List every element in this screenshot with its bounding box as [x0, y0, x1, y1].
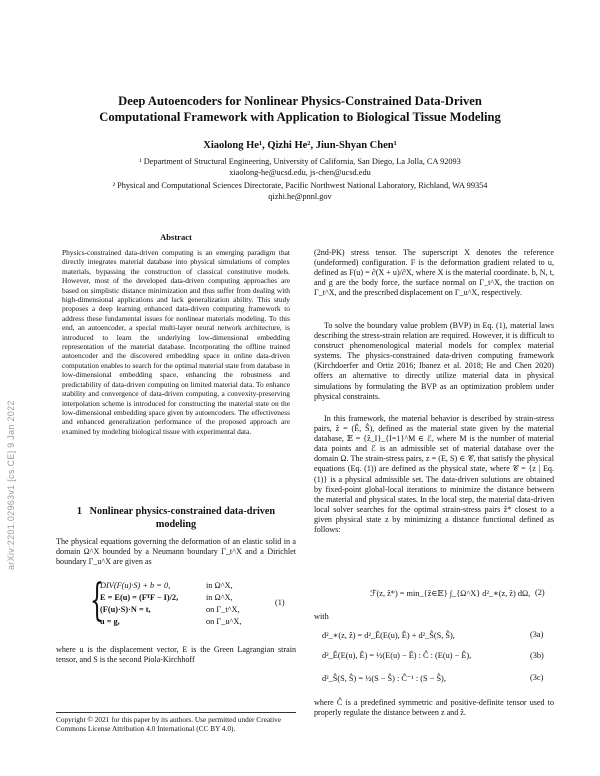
equation-3a: d²_∗(z, ẑ) = d²_Ê(E(u), Ê) + d²_Ŝ(S, Ŝ),	[322, 631, 455, 640]
equation-3b: d²_Ê(E(u), Ê) = ½(E(u) − Ê) : Ĉ : (E(u) − Ê),	[322, 651, 472, 660]
paragraph: where Ĉ is a predefined symmetric and positive-definite tensor used to properly regulate the distance between z and ẑ.	[314, 698, 554, 718]
equation-3c: d²_Ŝ(S, Ŝ) = ½(S − Ŝ) : Ĉ⁻¹ : (S − Ŝ),	[322, 674, 446, 683]
with-label: with	[314, 612, 329, 621]
eq-lhs: (F(u)·S)·N = t,	[100, 605, 151, 614]
paper-title	[60, 93, 540, 125]
equation-3c-number: (3c)	[530, 673, 544, 682]
equation-3a-number: (3a)	[530, 630, 544, 639]
section-1-para-1	[56, 537, 296, 567]
equation-3b-number: (3b)	[530, 651, 544, 660]
copyright-footnote: Copyright © 2021 for this paper by its authors. Use permitted under Creative Commons License Attribution 4.0 International (CC BY 4.0).	[56, 712, 296, 733]
right-para-4	[314, 698, 554, 718]
title-line-2: Computational Framework with Application to Biological Tissue Modeling	[99, 110, 501, 124]
section-number: 1	[76, 506, 82, 517]
affiliation-1-email: xiaolong-he@ucsd.edu, js-chen@ucsd.edu	[229, 168, 371, 177]
equation-1	[90, 575, 290, 630]
authors: Xiaolong He¹, Qizhi He², Jiun-Shyan Chen¹	[203, 140, 397, 151]
arxiv-stamp-text: arXiv:2201.02963v1 [cs.CE] 9 Jan 2022	[6, 400, 16, 570]
affiliation-1: ¹ Department of Structural Engineering, University of California, San Diego, La Jolla, CA 92093	[139, 157, 461, 166]
left-brace: {	[90, 575, 104, 626]
title-line-1: Deep Autoencoders for Nonlinear Physics-Constrained Data-Driven	[118, 94, 482, 108]
paragraph: To solve the boundary value problem (BVP) in Eq. (1), material laws describing the stress-strain relation are required. However, it is difficult to construct phenomenological material models for complex material systems. The physics-constrained data-driven computing framework (Kirchdoerfer and Ortiz 2016; Ibanez et al. 2018; He and Chen 2020) offers an alternative to directly utilize material data in physical simulations by formulating the BVP as an optimization problem under physical constraints.	[314, 321, 554, 401]
affiliation-2-email: qizhi.he@pnnl.gov	[268, 192, 332, 201]
affiliation-2: ² Physical and Computational Sciences Directorate, Pacific Northwest National Laboratory, Richland, WA 99354	[112, 181, 488, 190]
right-para-3	[314, 414, 554, 535]
paragraph: where u is the displacement vector, E is the Green Lagrangian strain tensor, and S is the second Piola-Kirchhoff	[56, 645, 296, 665]
paragraph: The physical equations governing the deformation of an elastic solid in a domain Ω^X bounded by a Neumann boundary Γ_t^X and a Dirichlet boundary Γ_u^X are given as	[56, 537, 296, 567]
equation-2-number: (2)	[535, 588, 545, 597]
section-1-para-2	[56, 645, 296, 665]
equation-1-row	[100, 617, 242, 628]
eq-lhs: DIV(F(u)·S) + b = 0,	[100, 581, 171, 590]
equation-1-row	[100, 593, 233, 604]
right-para-1	[314, 248, 554, 298]
eq-domain: in Ω^X,	[206, 581, 233, 590]
eq-lhs: u = g,	[100, 617, 120, 626]
arxiv-stamp	[6, 330, 20, 570]
equation-1-row	[100, 605, 240, 616]
equation-2: ℱ(z, ẑ*) = min_{ẑ∈𝔼} ∫_{Ω^X} d²_∗(z, ẑ) dΩ,	[370, 589, 531, 598]
section-title: Nonlinear physics-constrained data-driven modeling	[89, 506, 276, 530]
equation-1-number: (1)	[275, 598, 285, 607]
eq-domain: on Γ_u^X,	[206, 617, 242, 626]
equation-1-row	[100, 581, 233, 592]
paragraph: In this framework, the material behavior is described by strain-stress pairs, ẑ = (Ê, Ŝ), defined as the material state given by the material database, 𝔼 = {ẑ_I}_{I=1}^M ∈ ℰ, where M is the number of material data points and ℰ is an admissible set of material database over the domain Ω. The strain-stress pairs, z = (E, S) ∈ 𝒞, that satisfy the physical equations (Eq. (1)) are defined as the physical state, where 𝒞 = {z | Eq. (1)} is a physical admissible set. The data-driven solutions are obtained by fixed-point global-local iterations to minimize the distance between the material and physical states. In the local step, the material data-driven local solver searches for the optimal strain-stress pairs ẑ* closest to a given physical state z by minimizing a distance functional defined as follows:	[314, 414, 554, 535]
eq-domain: on Γ_t^X,	[206, 605, 240, 614]
eq-lhs: E = E(u) = (FᵀF − I)/2,	[100, 593, 179, 602]
paragraph: (2nd-PK) stress tensor. The superscript X denotes the reference (undeformed) configuration. F is the deformation gradient related to u, defined as F(u) = ∂(X + u)/∂X, where X is the material coordinate. b, N, t, and g are the body force, the surface normal on Γ_t^X, the traction on Γ_t^X, and the prescribed displacement on Γ_u^X, respectively.	[314, 248, 554, 298]
abstract-text: Physics-constrained data-driven computing is an emerging paradigm that directly integrates material database into physical simulations of complex materials, bypassing the construction of classical constitutive models. However, most of the developed data-driven computing approaches are based on simplistic distance minimization and thus suffer from dealing with high-dimensional applications and lack generalization ability. This study proposes a deep learning enhanced data-driven computing framework to address these fundamental issues for nonlinear materials modeling. To this end, an autoencoder, a special multi-layer neural network architecture, is introduced to learn the underlying low-dimensional embedding representation of the material database. Incorporating the offline trained autoencoder and the discovered embedding space in online data-driven computation enables to search for the optimal material state from database in low-dimensional embedding space, enhancing the robustness and predictability of data-driven computing on limited material data. To enhance stability and convergence of data-driven computing, a convexity-preserving interpolation scheme is introduced for constructing the material state on the low-dimensional embedding space given by autoencoders. The effectiveness and enhanced generalization performance of the proposed approach are examined by modeling biological tissue with experimental data.	[62, 248, 290, 436]
section-1-heading	[56, 505, 296, 531]
abstract-heading: Abstract	[160, 232, 192, 242]
right-para-2	[314, 321, 554, 402]
eq-domain: in Ω^X,	[206, 593, 233, 602]
